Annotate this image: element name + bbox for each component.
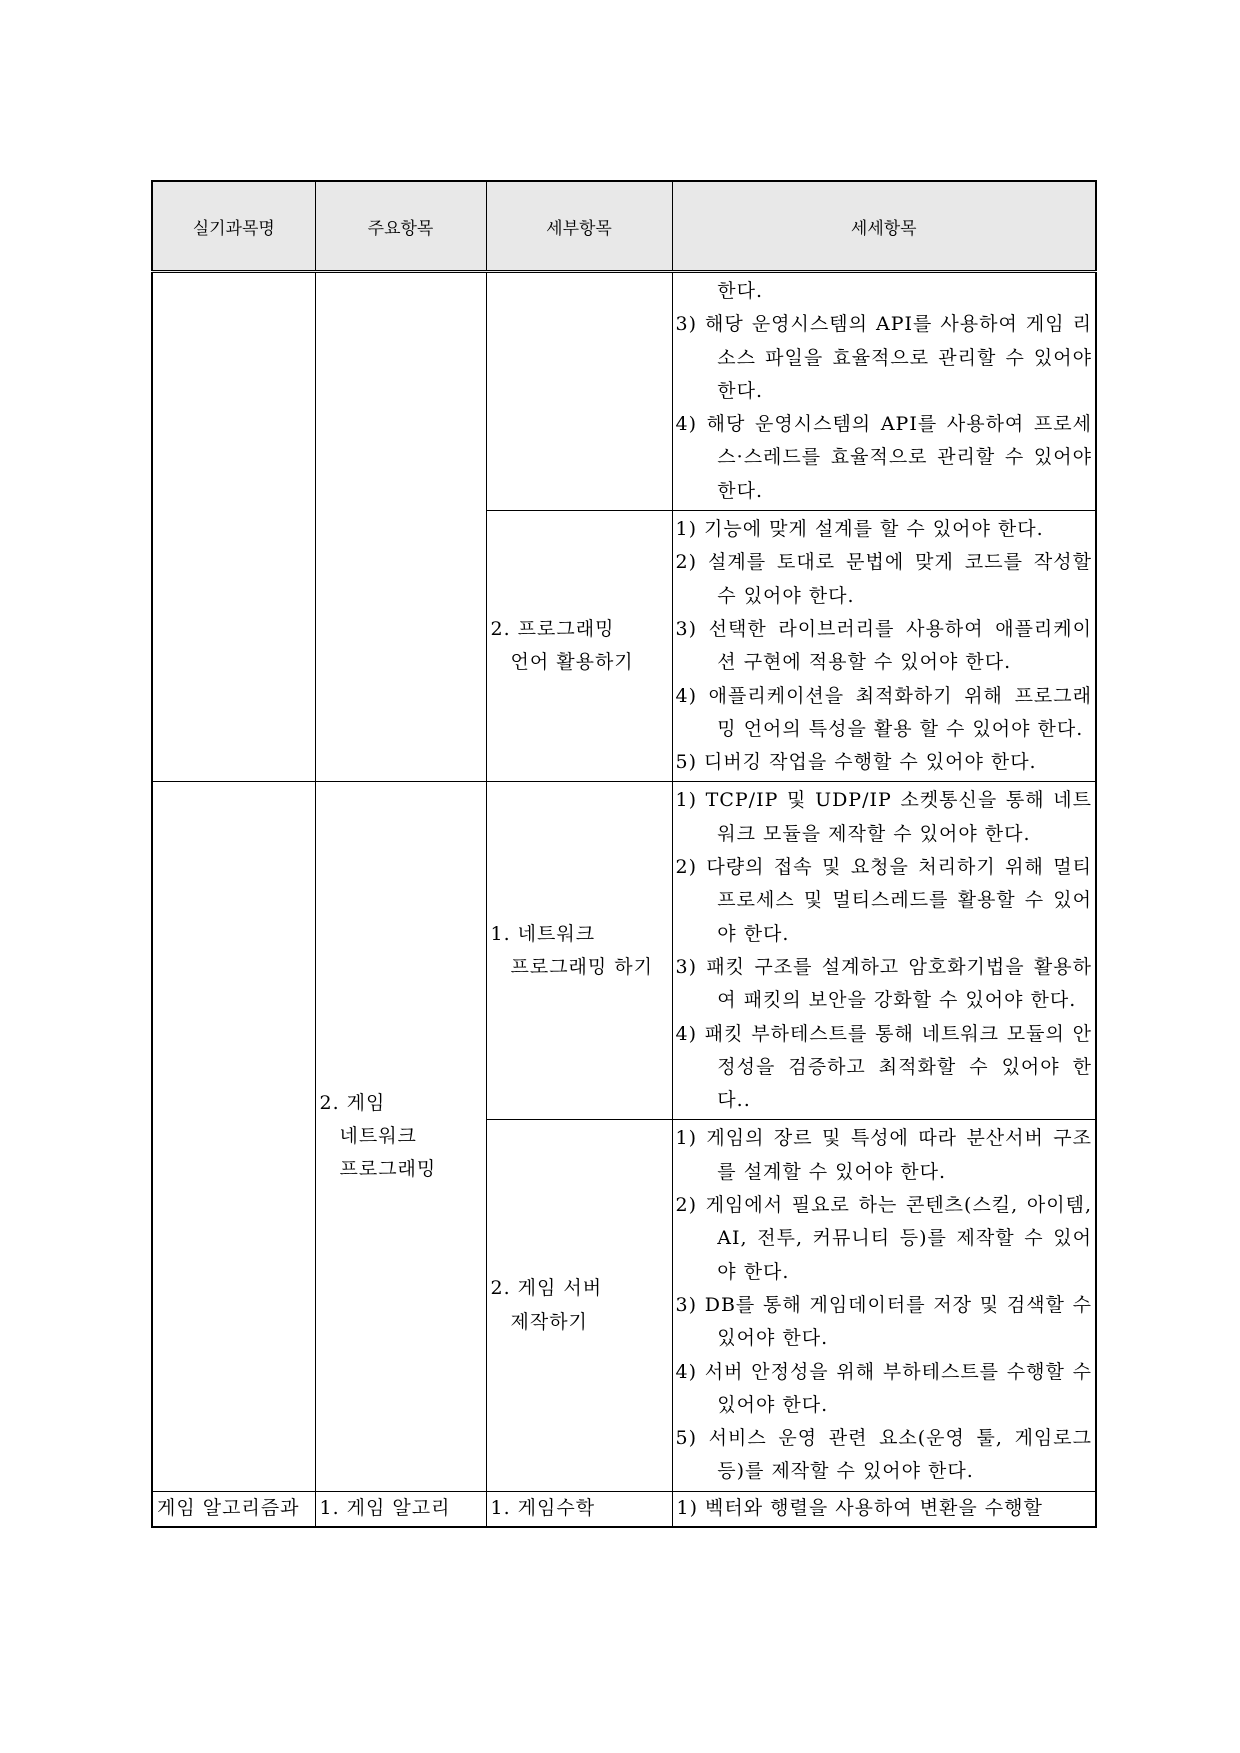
detail-item-label: 제작하기 bbox=[510, 1310, 588, 1333]
main-item-label: 프로그래밍 bbox=[339, 1158, 437, 1181]
detail-item-cell bbox=[486, 782, 672, 1120]
header-subject: 실기과목명 bbox=[152, 181, 315, 272]
subject-cell-empty bbox=[152, 272, 315, 782]
list-item: 3) DB를 통해 게임데이터를 저장 및 검색할 수 있어야 한다. bbox=[675, 1293, 1092, 1350]
subject-label: 게임 알고리즘과 bbox=[157, 1496, 300, 1519]
exam-spec-table bbox=[151, 180, 1097, 1528]
list-item: 2) 설계를 토대로 문법에 맞게 코드를 작성할 수 있어야 한다. bbox=[675, 551, 1092, 607]
sub-detail-cell bbox=[672, 511, 1096, 782]
detail-item-label: 1. 네트워크 bbox=[490, 922, 596, 945]
detail-item-label: 2. 프로그래밍 bbox=[490, 617, 615, 640]
header-detail-item: 세부항목 bbox=[486, 181, 672, 272]
list-item: 4) 해당 운영시스템의 API를 사용하여 프로세스·스레드를 효율적으로 관리할 수 있어야 한다. bbox=[675, 413, 1092, 502]
list-item: 3) 패킷 구조를 설계하고 암호화기법을 활용하여 패킷의 보안을 강화할 수 있어야 한다. bbox=[675, 955, 1092, 1012]
list-item: 1) 벡터와 행렬을 사용하여 변환을 수행할 bbox=[676, 1496, 1043, 1519]
detail-item-cell-empty bbox=[486, 272, 672, 511]
list-item: 5) 디버깅 작업을 수행할 수 있어야 한다. bbox=[675, 751, 1037, 774]
sub-detail-cell bbox=[672, 1120, 1096, 1491]
detail-item-label: 1. 게임수학 bbox=[490, 1496, 596, 1519]
detail-item-label: 2. 게임 서버 bbox=[490, 1277, 603, 1300]
list-item: 1) 기능에 맞게 설계를 할 수 있어야 한다. bbox=[675, 518, 1044, 541]
table-row bbox=[152, 272, 1096, 511]
table-row bbox=[152, 1491, 1096, 1527]
header-sub-detail-item: 세세항목 bbox=[672, 181, 1096, 272]
list-item: 1) TCP/IP 및 UDP/IP 소켓통신을 통해 네트워크 모듈을 제작할 수 있어야 한다. bbox=[675, 789, 1092, 845]
table-row bbox=[152, 782, 1096, 1120]
sub-detail-cell bbox=[672, 272, 1096, 511]
sub-detail-cell bbox=[672, 782, 1096, 1120]
header-row bbox=[152, 181, 1096, 272]
detail-item-cell bbox=[486, 1120, 672, 1491]
subject-cell bbox=[152, 1491, 315, 1527]
continuation-text: 한다. bbox=[717, 280, 764, 302]
list-item: 4) 서버 안정성을 위해 부하테스트를 수행할 수 있어야 한다. bbox=[675, 1360, 1092, 1416]
header-main-item: 주요항목 bbox=[315, 181, 486, 272]
subject-cell-empty bbox=[152, 782, 315, 1491]
sub-detail-cell bbox=[672, 1491, 1096, 1527]
main-item-label: 2. 게임 bbox=[319, 1091, 386, 1114]
main-item-cell-empty bbox=[315, 272, 486, 782]
main-item-cell bbox=[315, 1491, 486, 1527]
list-item: 2) 게임에서 필요로 하는 콘텐츠(스킬, 아이템, AI, 전투, 커뮤니티 등)를 제작할 수 있어야 한다. bbox=[675, 1194, 1092, 1283]
main-item-cell bbox=[315, 782, 486, 1491]
list-item: 2) 다량의 접속 및 요청을 처리하기 위해 멀티프로세스 및 멀티스레드를 활용할 수 있어야 한다. bbox=[675, 856, 1092, 945]
list-item: 3) 해당 운영시스템의 API를 사용하여 게임 리소스 파일을 효율적으로 관리할 수 있어야 한다. bbox=[675, 313, 1092, 402]
detail-item-cell bbox=[486, 511, 672, 782]
list-item: 4) 애플리케이션을 최적화하기 위해 프로그래밍 언어의 특성을 활용 할 수 있어야 한다. bbox=[675, 684, 1092, 740]
detail-item-label: 언어 활용하기 bbox=[510, 651, 634, 674]
detail-item-label: 프로그래밍 하기 bbox=[510, 955, 654, 978]
list-item: 5) 서비스 운영 관련 요소(운영 툴, 게임로그 등)를 제작할 수 있어야 한다. bbox=[675, 1427, 1092, 1483]
list-item: 3) 선택한 라이브러리를 사용하여 애플리케이션 구현에 적용할 수 있어야 한다. bbox=[675, 617, 1092, 674]
main-item-label: 네트워크 bbox=[339, 1124, 417, 1147]
list-item: 4) 패킷 부하테스트를 통해 네트워크 모듈의 안정성을 검증하고 최적화할 수 있어야 한다.. bbox=[675, 1022, 1092, 1112]
main-item-label: 1. 게임 알고리 bbox=[319, 1496, 451, 1519]
detail-item-cell bbox=[486, 1491, 672, 1527]
list-item: 1) 게임의 장르 및 특성에 따라 분산서버 구조를 설계할 수 있어야 한다. bbox=[675, 1127, 1092, 1183]
